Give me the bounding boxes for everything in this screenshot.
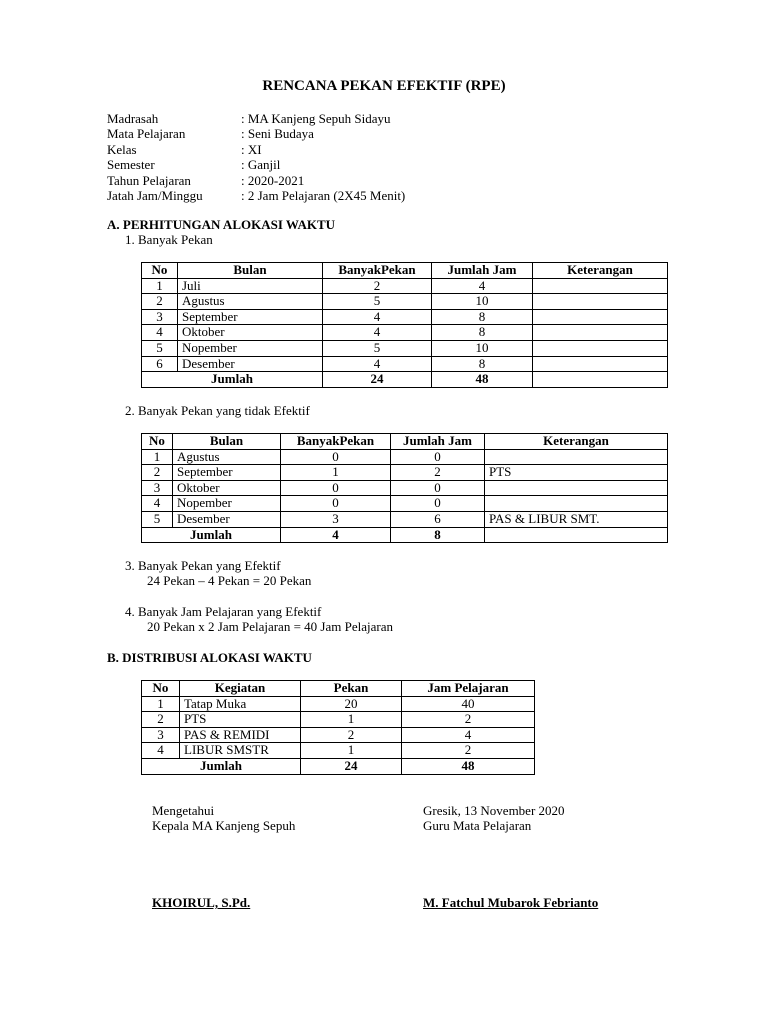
cell-no: 5 [142, 340, 178, 356]
cell-keterangan [485, 449, 668, 465]
table-row [142, 743, 535, 759]
table-header-row [142, 681, 535, 697]
header-cell: No [142, 434, 173, 450]
header-cell: Jumlah Jam [432, 263, 533, 279]
cell-pekan: 0 [281, 496, 391, 512]
cell-keterangan [533, 340, 668, 356]
cell-jam: 8 [432, 309, 533, 325]
item-3-calculation: 24 Pekan – 4 Pekan = 20 Pekan [147, 573, 312, 588]
total-jam: 48 [432, 372, 533, 388]
table-pekan-tidak-efektif [141, 433, 668, 543]
info-value: : 2020-2021 [241, 172, 305, 188]
signature-right-line1: Gresik, 13 November 2020 [423, 803, 565, 818]
cell-pekan: 3 [281, 511, 391, 527]
cell-keterangan [533, 356, 668, 372]
cell-jam: 8 [432, 356, 533, 372]
cell-jam: 0 [391, 449, 485, 465]
table-row [142, 465, 668, 481]
cell-jam: 0 [391, 480, 485, 496]
total-pekan: 4 [281, 527, 391, 543]
table-row [142, 496, 668, 512]
cell-no: 1 [142, 278, 178, 294]
signature-left-line1: Mengetahui [152, 803, 215, 818]
signature-right-line2: Guru Mata Pelajaran [423, 818, 532, 833]
total-label: Jumlah [142, 758, 301, 774]
info-label: Madrasah [107, 111, 159, 126]
cell-jam: 10 [432, 294, 533, 310]
cell-kegiatan: PAS & REMIDI [180, 727, 301, 743]
total-pekan: 24 [301, 758, 402, 774]
total-keterangan [485, 527, 668, 543]
cell-pekan: 1 [301, 712, 402, 728]
cell-bulan: Nopember [178, 340, 323, 356]
signature-left-line2: Kepala MA Kanjeng Sepuh [152, 818, 296, 833]
table-total-row [142, 527, 668, 543]
cell-kegiatan: LIBUR SMSTR [180, 743, 301, 759]
total-keterangan [533, 372, 668, 388]
cell-bulan: Nopember [173, 496, 281, 512]
cell-pekan: 1 [281, 465, 391, 481]
info-value: : Ganjil [241, 157, 281, 173]
cell-keterangan [533, 309, 668, 325]
info-label: Jatah Jam/Minggu [107, 187, 203, 203]
cell-bulan: Oktober [178, 325, 323, 341]
header-cell: BanyakPekan [281, 434, 391, 450]
cell-keterangan [533, 278, 668, 294]
signature-right-name: M. Fatchul Mubarok Febrianto [423, 895, 599, 910]
cell-bulan: September [173, 465, 281, 481]
table-total-row [142, 372, 668, 388]
cell-jam: 2 [391, 465, 485, 481]
total-jam: 48 [402, 758, 535, 774]
cell-jam: 4 [432, 278, 533, 294]
table-row [142, 696, 535, 712]
section-a-heading: A. PERHITUNGAN ALOKASI WAKTU [107, 217, 336, 232]
cell-bulan: Desember [173, 511, 281, 527]
header-cell: Jumlah Jam [391, 434, 485, 450]
cell-bulan: September [178, 309, 323, 325]
cell-kegiatan: Tatap Muka [180, 696, 301, 712]
item-1-label: 1. Banyak Pekan [125, 232, 213, 247]
table-row [142, 511, 668, 527]
cell-no: 1 [142, 449, 173, 465]
header-cell: Bulan [178, 263, 323, 279]
table-row [142, 294, 668, 310]
info-label: Semester [107, 157, 155, 173]
info-value: : Seni Budaya [241, 126, 314, 142]
cell-jam: 10 [432, 340, 533, 356]
cell-no: 3 [142, 309, 178, 325]
cell-pekan: 2 [323, 278, 432, 294]
info-label: Tahun Pelajaran [107, 172, 191, 188]
document-title: RENCANA PEKAN EFEKTIF (RPE) [262, 78, 506, 94]
cell-keterangan [533, 294, 668, 310]
header-cell: Keterangan [485, 434, 668, 450]
cell-no: 3 [142, 480, 173, 496]
header-cell: Pekan [301, 681, 402, 697]
table-row [142, 356, 668, 372]
item-3-label: 3. Banyak Pekan yang Efektif [125, 558, 281, 573]
table-distribusi-alokasi [141, 680, 535, 775]
cell-no: 4 [142, 325, 178, 341]
total-jam: 8 [391, 527, 485, 543]
cell-pekan: 4 [323, 309, 432, 325]
cell-pekan: 20 [301, 696, 402, 712]
cell-jam: 2 [402, 712, 535, 728]
total-label: Jumlah [142, 527, 281, 543]
cell-bulan: Agustus [173, 449, 281, 465]
cell-jam: 40 [402, 696, 535, 712]
cell-pekan: 0 [281, 480, 391, 496]
table-row [142, 480, 668, 496]
item-2-label: 2. Banyak Pekan yang tidak Efektif [125, 403, 310, 418]
cell-no: 4 [142, 743, 180, 759]
cell-pekan: 1 [301, 743, 402, 759]
header-cell: BanyakPekan [323, 263, 432, 279]
cell-pekan: 0 [281, 449, 391, 465]
table-row [142, 449, 668, 465]
header-cell: No [142, 681, 180, 697]
cell-jam: 4 [402, 727, 535, 743]
cell-keterangan: PTS [485, 465, 668, 481]
cell-no: 2 [142, 712, 180, 728]
total-pekan: 24 [323, 372, 432, 388]
cell-bulan: Juli [178, 278, 323, 294]
table-banyak-pekan [141, 262, 668, 388]
cell-jam: 2 [402, 743, 535, 759]
cell-bulan: Oktober [173, 480, 281, 496]
header-cell: No [142, 263, 178, 279]
cell-no: 6 [142, 356, 178, 372]
cell-no: 3 [142, 727, 180, 743]
cell-keterangan [485, 496, 668, 512]
cell-pekan: 5 [323, 340, 432, 356]
cell-keterangan [533, 325, 668, 341]
table-row [142, 727, 535, 743]
table-header-row [142, 434, 668, 450]
total-label: Jumlah [142, 372, 323, 388]
cell-keterangan [485, 480, 668, 496]
cell-pekan: 2 [301, 727, 402, 743]
cell-bulan: Desember [178, 356, 323, 372]
table-row [142, 340, 668, 356]
cell-no: 2 [142, 294, 178, 310]
header-cell: Bulan [173, 434, 281, 450]
table-row [142, 325, 668, 341]
table-header-row [142, 263, 668, 279]
header-cell: Jam Pelajaran [402, 681, 535, 697]
table-row [142, 309, 668, 325]
section-b-heading: B. DISTRIBUSI ALOKASI WAKTU [107, 650, 312, 665]
cell-jam: 8 [432, 325, 533, 341]
cell-bulan: Agustus [178, 294, 323, 310]
table-total-row [142, 758, 535, 774]
info-value: : MA Kanjeng Sepuh Sidayu [241, 111, 391, 126]
table-row [142, 712, 535, 728]
table-row [142, 278, 668, 294]
cell-kegiatan: PTS [180, 712, 301, 728]
cell-jam: 6 [391, 511, 485, 527]
cell-jam: 0 [391, 496, 485, 512]
cell-pekan: 5 [323, 294, 432, 310]
cell-pekan: 4 [323, 356, 432, 372]
header-cell: Keterangan [533, 263, 668, 279]
item-4-calculation: 20 Pekan x 2 Jam Pelajaran = 40 Jam Pelajaran [147, 619, 393, 634]
header-cell: Kegiatan [180, 681, 301, 697]
info-label: Kelas [107, 141, 137, 157]
info-label: Mata Pelajaran [107, 126, 186, 142]
signature-left-name: KHOIRUL, S.Pd. [152, 895, 251, 910]
info-value: : 2 Jam Pelajaran (2X45 Menit) [241, 187, 406, 203]
cell-no: 1 [142, 696, 180, 712]
cell-pekan: 4 [323, 325, 432, 341]
cell-no: 4 [142, 496, 173, 512]
cell-no: 2 [142, 465, 173, 481]
info-value: : XI [241, 141, 262, 157]
cell-no: 5 [142, 511, 173, 527]
item-4-label: 4. Banyak Jam Pelajaran yang Efektif [125, 604, 322, 619]
cell-keterangan: PAS & LIBUR SMT. [485, 511, 668, 527]
